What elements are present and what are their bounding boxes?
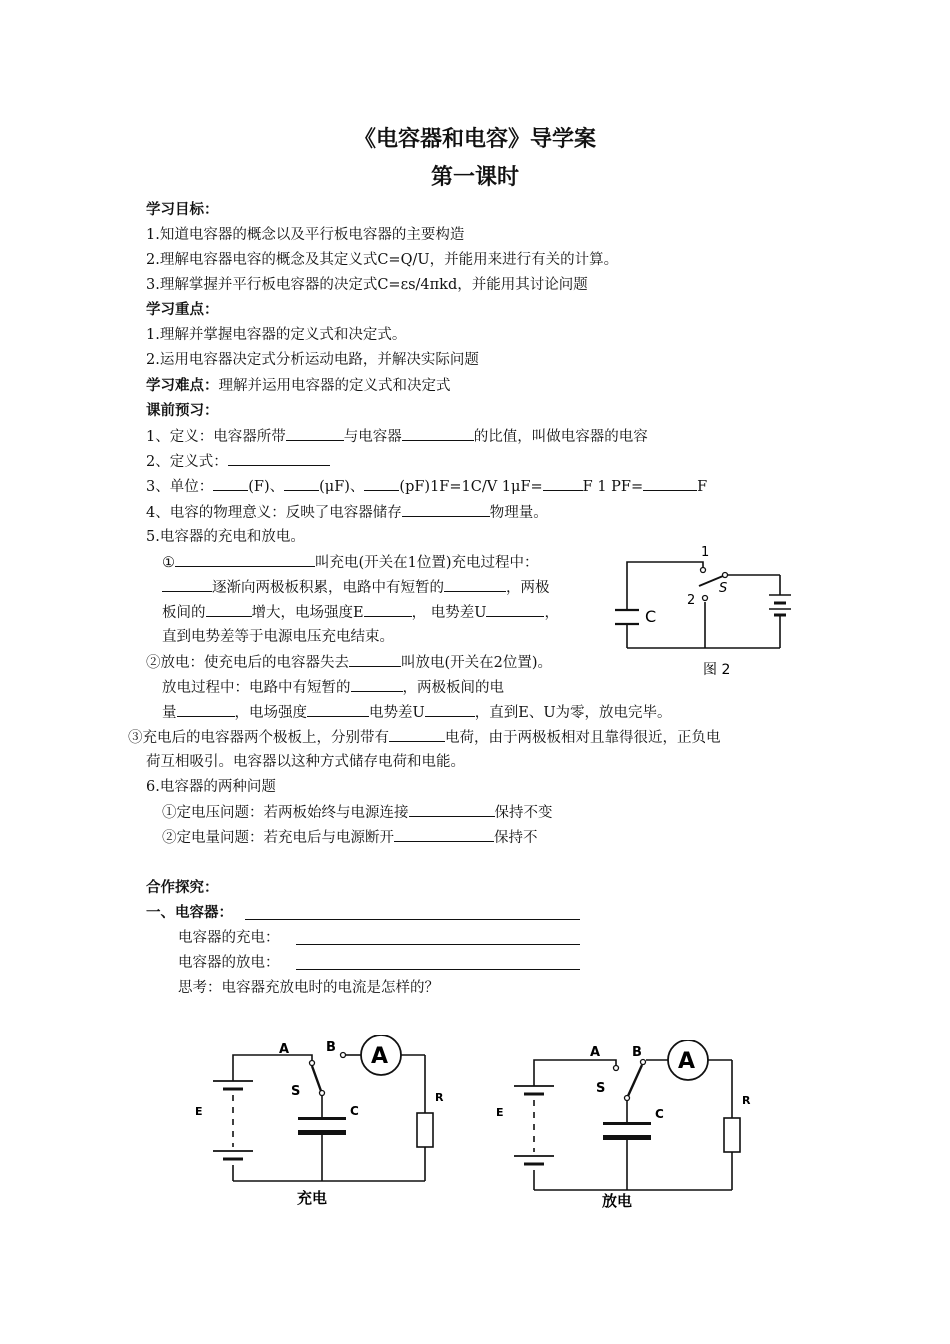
label-1: 1 [701,545,710,560]
text-segment: 的比值，叫做电容器的电容 [473,429,648,445]
text-segment: 量 [162,705,177,721]
text-segment: 与电容器 [343,429,402,445]
switch-blade [628,1065,642,1096]
text-segment: ① [162,555,175,571]
text-segment: F 1 PF= [582,479,644,495]
switch-blade [312,1066,321,1091]
figure-2-circuit [615,540,815,680]
text-segment: 4、电容的物理意义：反映了电容器储存 [146,505,402,521]
text-segment: 叫充电(开关在1位置)充电过程中： [315,555,539,571]
fill-blank[interactable] [206,602,252,617]
ammeter-label: A [371,1044,389,1069]
text-segment: ②定电量问题：若充电后与电源断开 [162,830,394,846]
fill-blank[interactable] [643,476,697,491]
label-s: S [719,581,728,596]
text-segment: ①定电压问题：若两板始终与电源连接 [162,805,409,821]
text-segment: ， [544,605,559,621]
label-a: A [279,1042,290,1057]
answer-line[interactable] [245,919,580,920]
fill-blank[interactable] [425,702,475,717]
text-segment: ， 电势差U [411,605,487,621]
difficulty-heading: 学习难点： [146,378,219,394]
text-segment: 3、单位： [146,479,214,495]
fill-blank[interactable] [389,727,445,742]
text-segment: 保持不 [494,830,538,846]
document-subtitle: 第一课时 [430,165,519,190]
text-segment: 板间的 [162,605,206,621]
fill-blank[interactable] [486,602,544,617]
fill-blank[interactable] [394,827,494,842]
fill-blank[interactable] [286,426,344,441]
fill-blank[interactable] [409,802,495,817]
text-segment: 1、定义：电容器所带 [146,429,286,445]
fill-blank[interactable] [162,577,212,592]
text-segment: (pF)1F=1C/V 1μF= [399,479,543,495]
fill-blank[interactable] [402,426,474,441]
fill-blank[interactable] [349,652,401,667]
text-segment: ，两极 [506,580,550,596]
fill-blank[interactable] [402,502,490,517]
objective-item-2: 2.理解电容器电容的概念及其定义式C=Q/U，并能用来进行有关的计算。 [146,252,619,268]
difficulty-line [146,376,451,396]
capacitor-plate [603,1122,651,1125]
terminal-a [614,1066,619,1071]
text-segment: 物理量。 [489,505,548,521]
discharging-circuit [492,1040,762,1215]
preview-line-5: 5.电容器的充电和放电。 [146,529,305,545]
text-segment: F [697,479,708,495]
text-segment: (F)、 [248,479,285,495]
coop-charge: 电容器的充电： [178,930,280,946]
key-point-item-1: 1.理解并掌握电容器的定义式和决定式。 [146,327,407,343]
coop-discharge: 电容器的放电： [178,955,280,971]
storage-line-2: 荷互相吸引。电容器以这种方式储存电荷和电能。 [146,754,465,770]
capacitor-plate [298,1117,346,1120]
fill-blank[interactable] [177,702,235,717]
text-segment: ，电场强度 [234,705,307,721]
fill-blank[interactable] [543,476,583,491]
key-point-item-2: 2.运用电容器决定式分析运动电路，并解决实际问题 [146,352,479,368]
capacitor-plate [603,1135,651,1140]
label-e: E [195,1105,203,1118]
preview-line-3 [146,476,707,497]
label-s: S [291,1084,301,1099]
label-b: B [326,1040,336,1055]
circuit-caption: 放电 [602,1192,633,1210]
problem-line-2 [162,827,538,848]
fill-blank[interactable] [228,451,330,466]
label-c: C [655,1107,664,1121]
wire [233,1055,312,1081]
discharge-line-3 [162,702,672,723]
charge-line-1 [162,552,539,573]
problem-line-1 [162,802,553,823]
preview-heading: 课前预习： [146,403,219,419]
text-segment: 电荷，由于两极板相对且靠得很近，正负电 [445,730,721,746]
text-segment: 保持不变 [494,805,553,821]
terminal-a [310,1061,315,1066]
label-a: A [590,1045,601,1060]
label-c: C [350,1104,359,1118]
text-segment: 2、定义式： [146,454,228,470]
key-points-heading: 学习重点： [146,302,219,318]
label-c: C [645,607,657,626]
label-2: 2 [687,593,696,608]
coop-think: 思考：电容器充放电时的电流是怎样的？ [178,980,439,996]
preview-line-1 [146,426,648,447]
preview-line-2 [146,451,330,472]
charge-line-4: 直到电势差等于电源电压充电结束。 [162,629,394,645]
label-e: E [496,1106,504,1119]
objective-item-1: 1.知道电容器的概念以及平行板电容器的主要构造 [146,227,465,243]
terminal-2 [703,596,708,601]
label-r: R [742,1094,751,1107]
text-segment: (μF)、 [319,479,365,495]
capacitor-plate [298,1130,346,1135]
terminal-1 [701,568,706,573]
text-segment: 增大，电场强度E [251,605,364,621]
label-b: B [632,1045,642,1060]
fill-blank[interactable] [213,476,248,491]
fill-blank[interactable] [284,476,319,491]
text-segment: 逐渐向两极板积累，电路中有短暂的 [212,580,444,596]
resistor [417,1113,433,1147]
fill-blank[interactable] [351,677,403,692]
circuit-caption: 充电 [297,1189,328,1207]
text-segment: ，直到E、U为零，放电完毕。 [474,705,672,721]
objectives-heading: 学习目标： [146,202,219,218]
charging-circuit [185,1035,455,1210]
label-s: S [596,1081,606,1096]
charge-line-3 [162,602,559,623]
label-r: R [435,1091,444,1104]
storage-line-1 [128,727,721,748]
terminal-b [641,1060,646,1065]
fill-blank[interactable] [175,552,315,567]
answer-line[interactable] [296,969,580,970]
coop-q1: 一、电容器： [146,905,233,921]
fill-blank[interactable] [307,702,369,717]
document-title: 《电容器和电容》导学案 [353,127,596,152]
resistor [724,1118,740,1152]
figure-caption: 图 2 [703,662,731,678]
text-segment: 叫放电(开关在2位置)。 [401,655,553,671]
coop-heading: 合作探究： [146,880,219,896]
terminal-b [341,1053,346,1058]
difficulty-text: 理解并运用电容器的定义式和决定式 [218,378,451,394]
objective-item-3: 3.理解掌握并平行板电容器的决定式C=εs/4πkd，并能用其讨论问题 [146,277,588,293]
discharge-line-1 [146,652,552,673]
answer-line[interactable] [296,944,580,945]
text-segment: 放电过程中：电路中有短暂的 [162,680,351,696]
fill-blank[interactable] [364,476,399,491]
charge-line-2 [162,577,550,598]
text-segment: ③充电后的电容器两个极板上，分别带有 [128,730,389,746]
text-segment: ，两极板间的电 [402,680,504,696]
fill-blank[interactable] [364,602,412,617]
preview-line-4 [146,502,548,523]
discharge-line-2 [162,677,504,698]
text-segment: ②放电：使充电后的电容器失去 [146,655,349,671]
preview-line-6: 6.电容器的两种问题 [146,779,276,795]
text-segment: 电势差U [369,705,425,721]
ammeter-label: A [678,1049,696,1074]
fill-blank[interactable] [444,577,506,592]
